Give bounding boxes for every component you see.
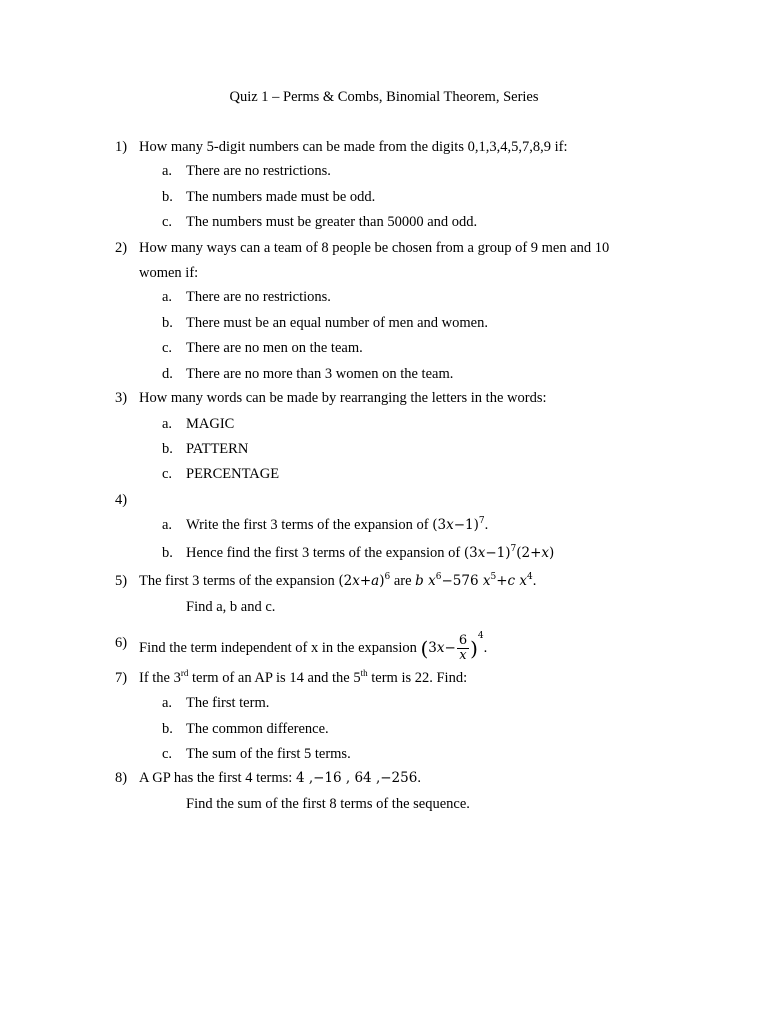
question-7-text-mid: term of an AP is 14 and the 5 bbox=[188, 670, 361, 686]
question-8-text: A GP has the first 4 terms: bbox=[139, 770, 293, 786]
item-letter: b. bbox=[162, 441, 173, 457]
question-number: 5) bbox=[115, 573, 128, 589]
question-3a-text: MAGIC bbox=[186, 416, 235, 432]
expression-2x-plus-a-pow-6: $(2x+a)^6$ bbox=[338, 572, 391, 589]
question-5-text: The first 3 terms of the expansion bbox=[139, 573, 335, 589]
expression-3x-minus-1-pow-7-times-2-plus-x: $(3x-1)^7(2+x)$ bbox=[463, 544, 555, 561]
question-3b-text: PATTERN bbox=[186, 441, 249, 457]
question-7b-text: The common difference. bbox=[186, 721, 329, 737]
item-letter: b. bbox=[162, 545, 173, 561]
item-letter: b. bbox=[162, 721, 173, 737]
ordinal-suffix: rd bbox=[180, 668, 189, 678]
question-4a bbox=[186, 516, 488, 534]
item-letter: c. bbox=[162, 746, 173, 762]
question-2a-text: There are no restrictions. bbox=[186, 289, 331, 305]
item-letter: a. bbox=[162, 695, 173, 711]
question-7-text-post: term is 22. Find: bbox=[367, 670, 468, 686]
question-8-followup: Find the sum of the first 8 terms of the sequence. bbox=[186, 796, 470, 812]
item-letter: c. bbox=[162, 214, 173, 230]
question-3-text: How many words can be made by rearranging the letters in the words: bbox=[139, 390, 547, 406]
item-letter: a. bbox=[162, 163, 173, 179]
question-2b-text: There must be an equal number of men and women. bbox=[186, 315, 488, 331]
gp-terms: 4 ,−16 , 64 ,−256 bbox=[295, 770, 418, 786]
question-2-text-line1: How many ways can a team of 8 people be chosen from a group of 9 men and 10 bbox=[139, 240, 610, 256]
question-number: 2) bbox=[115, 240, 128, 256]
sentence-end: . bbox=[484, 517, 489, 533]
question-7c-text: The sum of the first 5 terms. bbox=[186, 746, 351, 762]
question-5-followup: Find a, b and c. bbox=[186, 599, 276, 615]
question-2-text-line2: women if: bbox=[139, 265, 199, 281]
question-number: 7) bbox=[115, 670, 128, 686]
question-4b bbox=[186, 544, 554, 562]
question-1a-text: There are no restrictions. bbox=[186, 163, 331, 179]
expression-3x-minus-6-over-x-pow-4: (3x− $\frac{6}{x}$ )$^4$ bbox=[420, 631, 484, 663]
question-number: 1) bbox=[115, 139, 128, 155]
item-letter: a. bbox=[162, 416, 173, 432]
question-6-text: Find the term independent of x in the expansion bbox=[139, 640, 417, 656]
page-title: Quiz 1 – Perms & Combs, Binomial Theorem, Series bbox=[229, 89, 539, 105]
question-4a-text: Write the first 3 terms of the expansion of bbox=[186, 517, 429, 533]
item-letter: c. bbox=[162, 340, 173, 356]
question-1b-text: The numbers made must be odd. bbox=[186, 189, 376, 205]
question-4b-text: Hence find the first 3 terms of the expansion of bbox=[186, 545, 461, 561]
item-letter: b. bbox=[162, 189, 173, 205]
question-2d-text: There are no more than 3 women on the team. bbox=[186, 366, 454, 382]
item-letter: a. bbox=[162, 289, 173, 305]
question-7-text-pre: If the 3 bbox=[139, 670, 181, 686]
sentence-end: . bbox=[532, 573, 537, 589]
question-number: 4) bbox=[115, 492, 128, 508]
question-3c-text: PERCENTAGE bbox=[186, 466, 280, 482]
question-number: 6) bbox=[115, 635, 128, 651]
question-1-text: How many 5-digit numbers can be made from the digits 0,1,3,4,5,7,8,9 if: bbox=[139, 139, 568, 155]
item-letter: a. bbox=[162, 517, 173, 533]
item-letter: c. bbox=[162, 466, 173, 482]
question-7 bbox=[139, 669, 467, 687]
ordinal-suffix: th bbox=[360, 668, 368, 678]
expression-bx6-576x5-cx4: b $x^6-576$ $x^5+c$ $x^4$ bbox=[415, 572, 533, 589]
item-letter: d. bbox=[162, 366, 173, 382]
question-2c-text: There are no men on the team. bbox=[186, 340, 363, 356]
sentence-end: . bbox=[417, 770, 421, 786]
question-5 bbox=[139, 572, 536, 590]
question-6 bbox=[139, 631, 488, 663]
question-1c-text: The numbers must be greater than 50000 and odd. bbox=[186, 214, 478, 230]
question-number: 8) bbox=[115, 770, 128, 786]
question-number: 3) bbox=[115, 390, 128, 406]
sentence-end: . bbox=[483, 640, 488, 656]
question-5-are: are bbox=[393, 573, 412, 589]
item-letter: b. bbox=[162, 315, 173, 331]
expression-3x-minus-1-pow-7: $(3x-1)^7$ bbox=[432, 516, 485, 533]
question-7a-text: The first term. bbox=[186, 695, 270, 711]
question-8 bbox=[139, 769, 421, 787]
